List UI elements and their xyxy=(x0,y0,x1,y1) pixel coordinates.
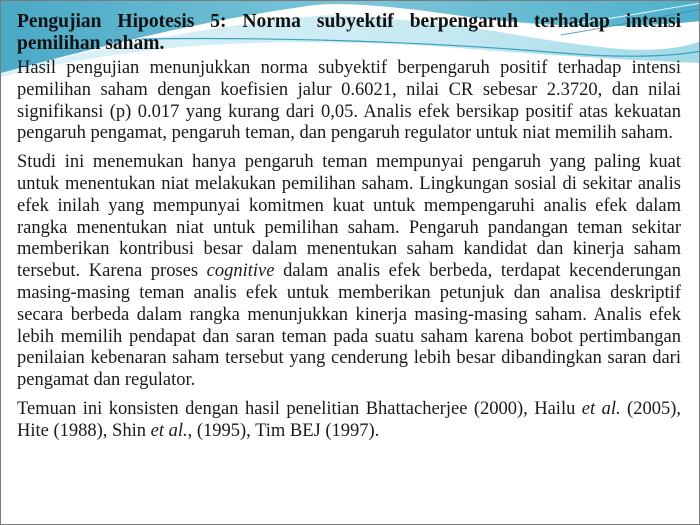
result-paragraph: Hasil pengujian menunjukkan norma subyektif berpengaruh positif terhadap intensi pemilihan saham dengan koefisien jalur 0.6021, nilai CR sebesar 2.3720, dan nilai signifikansi (p) 0.017 yang kurang dari 0,05. Analis efek bersikap positif atas kekuatan pengaruh pengamat, pengaruh teman, dan pengaruh regulator untuk niat memilih saham. xyxy=(17,58,681,144)
italic-term-cognitive: cognitive xyxy=(206,261,275,282)
findings-part-3: , (1995), Tim BEJ (1997). xyxy=(187,420,380,441)
citation-et-al-2: et al. xyxy=(150,420,188,441)
slide-content xyxy=(17,11,681,450)
findings-part-1: Temuan ini konsisten dengan hasil penelitian Bhattacherjee (2000), Hailu xyxy=(17,398,582,419)
study-paragraph xyxy=(17,152,681,392)
findings-paragraph xyxy=(17,399,681,443)
study-text-after: dalam analis efek berbeda, terdapat kecenderungan masing-masing teman analis efek untuk memberikan petunjuk dan analisa deskriptif secara berbeda dalam rangka menunjukkan kinerja masing-masing saham. Analis efek lebih memilih pendapat dan saran teman pada suatu saham karena bobot pertimbangan penilaian kebenaran saham tersebut yang cenderung lebih besar dibandingkan saran dari pengamat dan regulator. xyxy=(17,261,681,391)
hypothesis-heading: Pengujian Hipotesis 5: Norma subyektif berpengaruh terhadap intensi pemilihan saham. xyxy=(17,11,681,54)
citation-et-al-1: et al. xyxy=(581,398,621,419)
study-text-before: Studi ini menemukan hanya pengaruh teman mempunyai pengaruh yang paling kuat untuk menentukan niat melakukan pemilihan saham. Lingkungan sosial di sekitar analis efek inilah yang mempunyai komitmen kuat untuk mempengaruhi analis efek dalam rangka menentukan niat untuk pemilihan saham. Pengaruh pandangan teman sekitar memberikan kontribusi besar dalam menentukan saham kandidat dan kinerja saham tersebut. Karena proses xyxy=(17,152,681,282)
findings-part-2: (2005), Hite (1988), Shin xyxy=(17,398,682,441)
